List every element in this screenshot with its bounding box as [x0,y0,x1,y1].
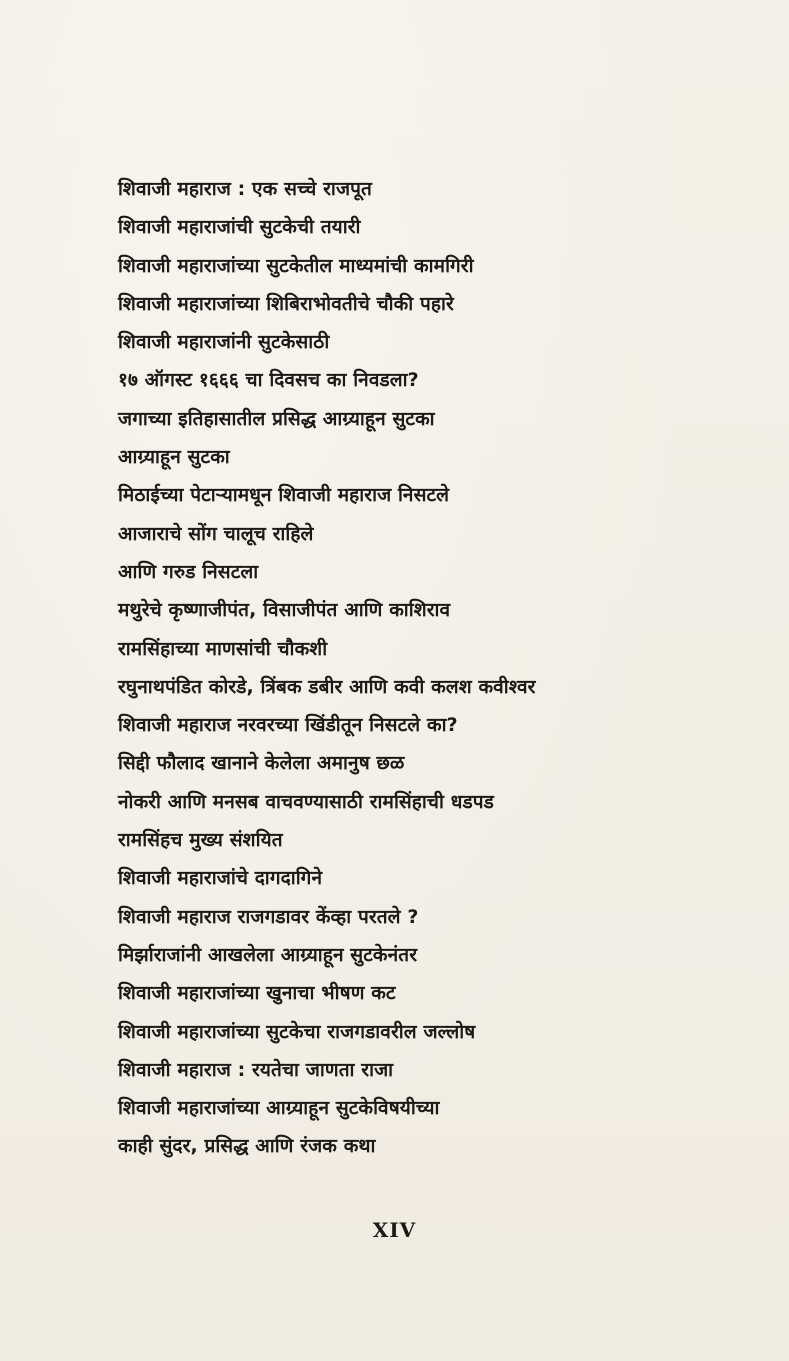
toc-entry: १७ ऑगस्ट १६६६ चा दिवसच का निवडला? [118,369,419,392]
toc-entry: रघुनाथपंडित कोरडे, त्रिंबक डबीर आणि कवी कलश कवीश्वर [118,675,536,698]
toc-entry: शिवाजी महाराज नरवरच्या खिंडीतून निसटले का? [118,714,458,737]
toc-entry: शिवाजी महाराजांच्या शिबिराभोवतीचे चौकी पहारे [118,292,454,315]
toc-entry: मिठाईच्या पेटाऱ्यामधून शिवाजी महाराज निसटले [118,484,450,507]
toc-entry: रामसिंहच मुख्य संशयित [118,829,283,852]
page-number: XIV [372,1218,417,1242]
toc-entry: शिवाजी महाराज : एक सच्चे राजपूत [118,178,372,200]
toc-entry: शिवाजी महाराजांची सुटकेची तयारी [118,216,361,239]
toc-entry: शिवाजी महाराजांच्या आग्र्याहून सुटकेविषयीच्या [118,1097,440,1120]
toc-entry: नोकरी आणि मनसब वाचवण्यासाठी रामसिंहाची धडपड [118,790,494,813]
toc-entry: आणि गरुड निसटला [118,560,259,583]
toc-entry: जगाच्या इतिहासातील प्रसिद्ध आग्र्याहून सुटका [118,407,435,430]
toc-entry: आजाराचे सोंग चालूच राहिले [118,522,314,545]
toc-entry: मथुरेचे कृष्णाजीपंत, विसाजीपंत आणि काशिराव [118,599,451,622]
toc-entry: शिवाजी महाराजांचे दागदागिने [118,867,323,890]
toc-entry: आग्र्याहून सुटका [118,446,230,469]
toc-entry: शिवाजी महाराजांनी सुटकेसाठी [118,331,330,354]
toc-entry: शिवाजी महाराज : रयतेचा जाणता राजा [118,1058,394,1081]
toc-entry: शिवाजी महाराज राजगडावर केंव्हा परतले ? [118,905,419,928]
toc-entry: काही सुंदर, प्रसिद्ध आणि रंजक कथा [118,1135,376,1158]
toc-entry: रामसिंहाच्या माणसांची चौकशी [118,637,328,660]
toc-entry: शिवाजी महाराजांच्या खुनाचा भीषण कट [118,982,396,1005]
toc-entry: शिवाजी महाराजांच्या सुटकेतील माध्यमांची कामगिरी [118,254,474,277]
toc-entry: सिद्दी फौलाद खानाने केलेला अमानुष छळ [118,752,405,775]
toc-entry: मिर्झाराजांनी आखलेला आग्र्याहून सुटकेनंतर [118,943,418,966]
table-of-contents [118,170,718,1166]
toc-entry: शिवाजी महाराजांच्या सुटकेचा राजगडावरील जल्लोष [118,1020,476,1043]
